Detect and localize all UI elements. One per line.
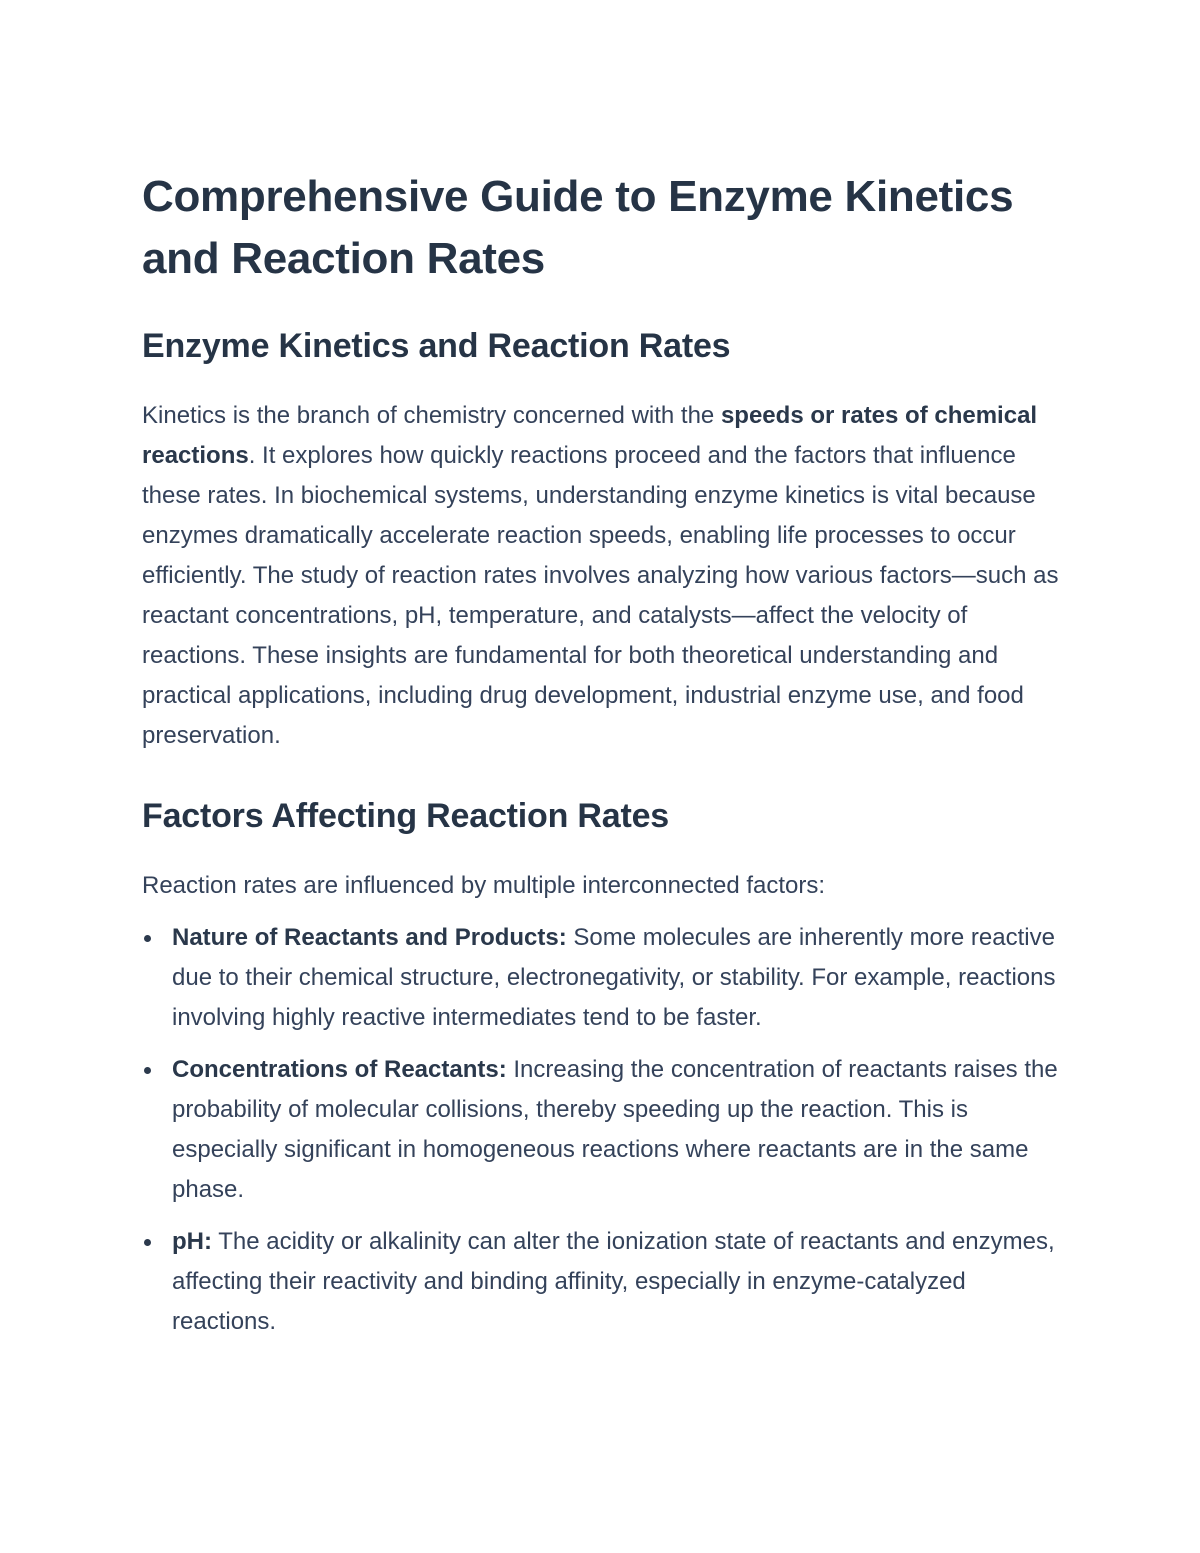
factors-lead-paragraph: Reaction rates are influenced by multiple interconnected factors: <box>142 872 826 899</box>
list-item <box>142 918 1062 1038</box>
list-item <box>142 1222 1062 1342</box>
section-heading-enzyme-kinetics: Enzyme Kinetics and Reaction Rates <box>142 327 731 365</box>
factors-list <box>142 918 1062 1342</box>
bullet-icon <box>144 1239 151 1246</box>
bullet-icon <box>144 935 151 942</box>
list-item-text: Some molecules are inherently more reactive due to their chemical structure, electronegativity, or stability. For example, reactions involving highly reactive intermediates tend to be faster. <box>172 924 1056 1031</box>
list-item-text: The acidity or alkalinity can alter the ionization state of reactants and enzymes, affecting their reactivity and binding affinity, especially in enzyme-catalyzed reactions. <box>172 1228 1055 1335</box>
bullet-icon <box>144 1067 151 1074</box>
page-title: Comprehensive Guide to Enzyme Kinetics and Reaction Rates <box>142 172 1014 283</box>
intro-paragraph <box>142 396 1062 756</box>
list-item-term: Nature of Reactants and Products: <box>172 924 567 951</box>
list-item-term: pH: <box>172 1228 212 1255</box>
intro-text-bold: speeds or rates of chemical reactions <box>142 402 1038 469</box>
list-item <box>142 1050 1062 1210</box>
intro-text-end: . It explores how quickly reactions proceed and the factors that influence these rates. In biochemical systems, understanding enzyme kinetics is vital because enzymes dramatically accelerate reaction speeds, enabling life processes to occur efficiently. The study of reaction rates involves analyzing how various factors—such as reactant concentrations, pH, temperature, and catalysts—affect the velocity of reactions. These insights are fundamental for both theoretical understanding and practical applications, including drug development, industrial enzyme use, and food preservation. <box>142 442 1059 749</box>
list-item-term: Concentrations of Reactants: <box>172 1056 507 1083</box>
intro-text-start: Kinetics is the branch of chemistry concerned with the <box>142 402 721 429</box>
list-item-text: Increasing the concentration of reactants raises the probability of molecular collisions, thereby speeding up the reaction. This is especially significant in homogeneous reactions where reactants are in the same phase. <box>172 1056 1058 1203</box>
document-page <box>142 166 1062 1354</box>
section-heading-factors: Factors Affecting Reaction Rates <box>142 797 670 835</box>
